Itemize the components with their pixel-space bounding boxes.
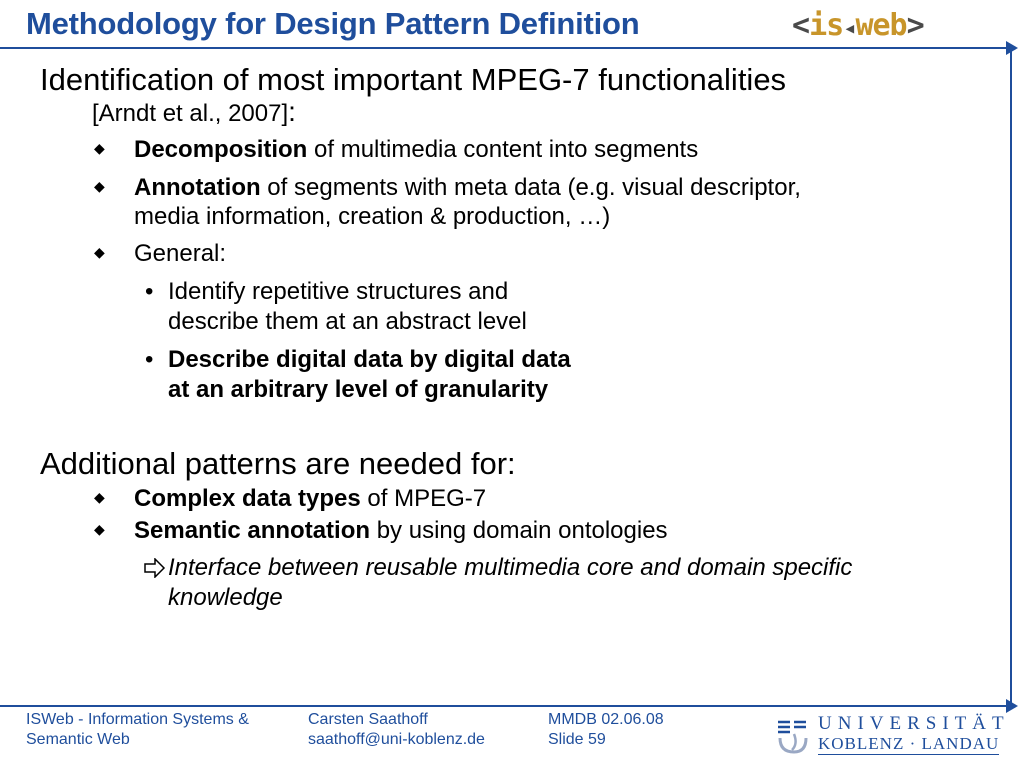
logo-arrow-icon: ◂ xyxy=(843,16,856,41)
top-rule xyxy=(0,47,1008,49)
footer-org: ISWeb - Information Systems & xyxy=(26,711,249,728)
right-rule xyxy=(1010,48,1012,706)
uni-landau: LANDAU xyxy=(921,734,1000,753)
dot-bullet-icon: • xyxy=(145,278,154,305)
footer-slide-number: Slide 59 xyxy=(548,731,606,748)
subitem-line1: Describe digital data by digital data xyxy=(168,346,571,373)
diamond-bullet-icon: ◆ xyxy=(94,178,105,194)
isweb-logo xyxy=(792,8,924,43)
hollow-arrow-icon xyxy=(144,558,166,583)
list-item xyxy=(134,240,226,268)
diamond-bullet-icon: ◆ xyxy=(94,140,105,156)
conclusion-line1: Interface between reusable multimedia core and domain specific xyxy=(168,554,853,581)
logo-open-bracket: < xyxy=(792,8,810,43)
item-text: of multimedia content into segments xyxy=(307,136,699,163)
conclusion-line2: knowledge xyxy=(168,584,283,611)
citation-text: [Arndt et al., 2007] xyxy=(92,100,289,127)
item-text: of MPEG-7 xyxy=(360,485,487,512)
list-item xyxy=(134,485,486,513)
section2-heading: Additional patterns are needed for: xyxy=(40,446,516,481)
subitem-line1: Identify repetitive structures and xyxy=(168,278,509,305)
list-item xyxy=(134,517,668,545)
section1-heading: Identification of most important MPEG-7 functionalities xyxy=(40,62,787,97)
slide-title: Methodology for Design Pattern Definition xyxy=(26,6,640,41)
footer-org-cont: Semantic Web xyxy=(26,731,130,748)
university-location xyxy=(818,734,999,755)
subitem-line2: at an arbitrary level of granularity xyxy=(168,376,549,403)
item-bold: Complex data types xyxy=(134,485,361,512)
item-text: by using domain ontologies xyxy=(370,517,668,544)
list-item xyxy=(134,136,698,164)
diamond-bullet-icon: ◆ xyxy=(94,489,105,505)
list-item-continuation: media information, creation & production, …) xyxy=(134,203,611,230)
list-item xyxy=(134,174,801,202)
logo-is: is xyxy=(809,8,844,43)
university-emblem-icon xyxy=(776,716,816,761)
item-text: of segments with meta data (e.g. visual descriptor, xyxy=(260,174,801,201)
item-bold: Annotation xyxy=(134,174,261,201)
top-rule-arrow-icon xyxy=(1006,41,1018,55)
logo-close-bracket: > xyxy=(906,8,924,43)
diamond-bullet-icon: ◆ xyxy=(94,521,105,537)
uni-koblenz: KOBLENZ xyxy=(818,734,905,753)
diamond-bullet-icon: ◆ xyxy=(94,244,105,260)
footer-col2 xyxy=(308,710,485,750)
footer-col1 xyxy=(26,710,249,750)
footer-col3 xyxy=(548,710,664,750)
footer-event: MMDB 02.06.08 xyxy=(548,711,664,728)
bottom-rule xyxy=(0,705,1008,707)
item-bold: Decomposition xyxy=(134,136,308,163)
university-name: UNIVERSITÄT xyxy=(818,713,1010,734)
item-bold: Semantic annotation xyxy=(134,517,371,544)
bottom-rule-arrow-icon xyxy=(1006,699,1018,713)
uni-separator: · xyxy=(909,734,917,753)
citation-colon: : xyxy=(288,96,296,127)
logo-web: web xyxy=(855,8,907,43)
footer-email: saathoff@uni-koblenz.de xyxy=(308,731,485,748)
item-text: General: xyxy=(134,240,227,267)
footer-author: Carsten Saathoff xyxy=(308,711,428,728)
section1-citation xyxy=(92,96,296,128)
dot-bullet-icon: • xyxy=(145,346,154,373)
subitem-line2: describe them at an abstract level xyxy=(168,308,527,335)
